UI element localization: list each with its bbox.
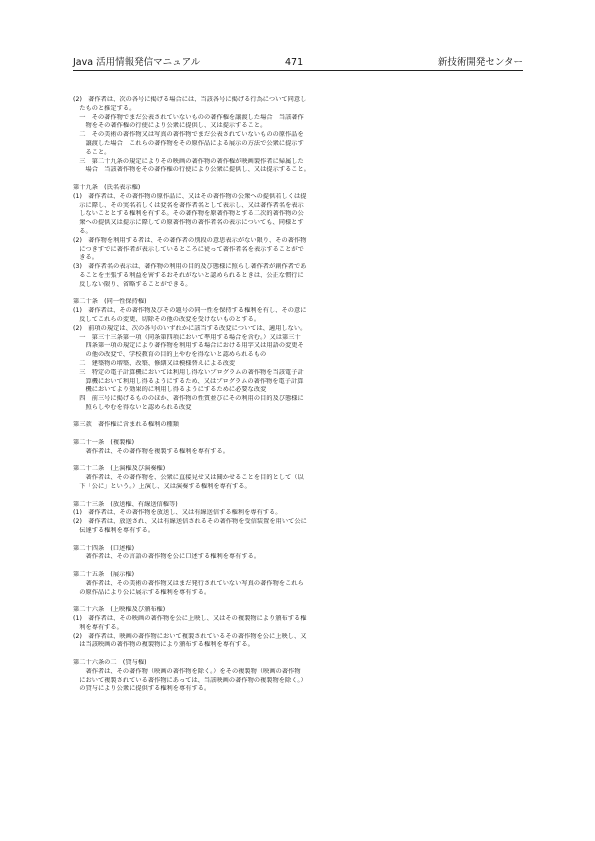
- text-line: 第二十四条 (口述権): [73, 544, 135, 552]
- text-line: 著作者は、その著作物（映画の著作物を除く。）をその複製物（映画の著作物: [73, 667, 301, 675]
- text-line: は当該映画の著作物の複製物により頒布する権利を専有する。: [73, 641, 254, 649]
- text-line: 一 第三十三条第一項（同条第四項において準用する場合を含む。）又は第三十: [73, 333, 301, 341]
- text-line: 利を専有する。: [73, 623, 123, 631]
- blank-line: [73, 536, 523, 545]
- text-line: 示に際し、その実名若しくは変名を著作者名として表示し、又は著作者名を表示: [73, 201, 304, 209]
- text-line: たものと推定する。: [73, 104, 136, 112]
- text-line: 著作者は、その美術の著作物又はまだ発行されていない写真の著作物をこれら: [73, 579, 304, 587]
- text-line: 下「公に」という。）上演し、又は演奏する権利を専有する。: [73, 483, 251, 491]
- page-header: [73, 57, 523, 69]
- text-line: 二 その美術の著作物又は写真の著作物でまだ公表されていないものの原作品を: [73, 131, 304, 139]
- text-line: 四 前三号に掲げるもののほか、著作物の性質並びにその利用の目的及び態様に: [73, 395, 304, 403]
- text-line: の原作品により公に展示する権利を専有する。: [73, 588, 211, 596]
- text-line: (1) 著作者は、その著作物及びその題号の同一性を保持する権利を有し、その意に: [73, 307, 307, 315]
- text-line: 第二十条 (同一性保持権): [73, 298, 147, 306]
- text-line: 場合 当該著作物をその著作権の行使により公衆に提供し、又は提示すること。: [73, 166, 311, 174]
- text-line: 第十九条 (氏名表示権): [73, 183, 141, 191]
- text-line: 物をその著作権の行使により公衆に提供し、又は提示すること。: [73, 122, 267, 130]
- text-line: につきすでに著作者が表示しているところに従って著作者名を表示することがで: [73, 245, 304, 253]
- text-line: において複製されている著作物にあっては、当該映画の著作物の複製物を除く。）: [73, 676, 307, 684]
- text-line: (2) 著作者は、放送され、又は有線送信されるその著作物を受信装置を用いて公に: [73, 518, 307, 526]
- text-line: 機においてより効果的に利用し得るようにするために必要な改変: [73, 386, 267, 394]
- text-line: 著作者は、その言語の著作物を公に口述する権利を専有する。: [73, 553, 261, 561]
- text-line: (2) 著作物を利用する者は、その著作者の別段の意思表示がない限り、その著作物: [73, 236, 307, 244]
- text-line: 第二十六条 (上映権及び頒布権): [73, 606, 166, 614]
- blank-line: [73, 290, 523, 299]
- text-line: 第二十二条 (上演権及び演奏権): [73, 465, 166, 473]
- header-manual-title: Java 活用情報発信マニュアル: [73, 57, 201, 68]
- text-line: 反してこれらの変更、切除その他の改変を受けないものとする。: [73, 315, 261, 323]
- text-line: (1) 著作者は、その著作物の原作品に、又はその著作物の公衆への提供若しくは提: [73, 192, 307, 200]
- blank-line: [73, 413, 523, 422]
- header-organization: 新技術開発センター: [437, 57, 523, 68]
- text-line: (2) 前項の規定は、次の各号のいずれかに該当する改変については、適用しない。: [73, 324, 307, 332]
- text-line: 第二十五条 (展示権): [73, 571, 135, 579]
- text-line: 第二十一条 (複製権): [73, 439, 135, 447]
- text-line: 第二十三条 (放送権、有線送信権等): [73, 500, 178, 508]
- blank-line: [73, 492, 523, 501]
- blank-line: [73, 430, 523, 439]
- text-line: (3) 著作者名の表示は、著作物の利用の目的及び態様に照らし著作者が創作者であ: [73, 263, 307, 271]
- text-line: 三 第二十九条の規定によりその映画の著作物の著作権が映画製作者に帰属した: [73, 157, 304, 165]
- text-line: 算機において利用し得るようにするため、又はプログラムの著作物を電子計算: [73, 377, 304, 385]
- text-line: (1) 著作者は、その著作物を放送し、又は有線送信する権利を専有する。: [73, 509, 282, 517]
- text-line: 一 その著作物でまだ公表されていないものの著作権を譲渡した場合 当該著作: [73, 113, 304, 121]
- blank-line: [73, 650, 523, 659]
- text-line: 四条第一項の規定により著作物を利用する場合における用字又は用語の変更そ: [73, 342, 304, 350]
- text-line: 三 特定の電子計算機においては利用し得ないプログラムの著作物を当該電子計: [73, 368, 304, 376]
- text-line: の他の改変で、学校教育の目的上やむを得ないと認められるもの: [73, 351, 267, 359]
- header-rule: [73, 70, 523, 71]
- text-line: 譲渡した場合 これらの著作物をその原作品による展示の方法で公衆に提示す: [73, 139, 304, 147]
- text-line: ることを主張する利益を害するおそれがないと認められるときは、公正な慣行に: [73, 271, 304, 279]
- text-line: 著作者は、その著作物を複製する権利を専有する。: [73, 447, 229, 455]
- blank-line: [73, 457, 523, 466]
- blank-line: [73, 597, 523, 606]
- text-line: の貸与により公衆に提供する権利を専有する。: [73, 685, 211, 693]
- text-line: ること。: [73, 148, 111, 156]
- page-number: 471: [285, 57, 304, 68]
- text-line: 反しない限り、省略することができる。: [73, 280, 192, 288]
- text-line: る。: [73, 227, 92, 235]
- document-body: [73, 96, 523, 694]
- blank-line: [73, 562, 523, 571]
- text-line: 著作者は、その著作物を、公衆に直接見せ又は聞かせることを目的として（以: [73, 474, 304, 482]
- text-line: きる。: [73, 254, 98, 262]
- text-line: 第三款 著作権に含まれる権利の種類: [73, 421, 180, 429]
- text-line: 第二十六条の二 (貸与権): [73, 659, 147, 666]
- text-line: 照らしやむを得ないと認められる改変: [73, 403, 192, 411]
- blank-line: [73, 175, 523, 184]
- text-line: 伝達する権利を専有する。: [73, 527, 155, 535]
- text-line: (2) 著作者は、映画の著作物において複製されているその著作物を公に上映し、又: [73, 632, 307, 640]
- text-line: しないこととする権利を有する。その著作物を原著作物とする二次的著作物の公: [73, 210, 304, 218]
- text-line: 衆への提供又は提示に際しての原著作物の著作者名の表示についても、同様とす: [73, 219, 304, 227]
- text-line: (1) 著作者は、その映画の著作物を公に上映し、又はその複製物により頒布する権: [73, 615, 307, 623]
- text-line: 二 建築物の増築、改築、修繕又は模様替えによる改変: [73, 359, 236, 367]
- text-line: (2) 著作者は、次の各号に掲げる場合には、当該各号に掲げる行為について同意し: [73, 96, 307, 103]
